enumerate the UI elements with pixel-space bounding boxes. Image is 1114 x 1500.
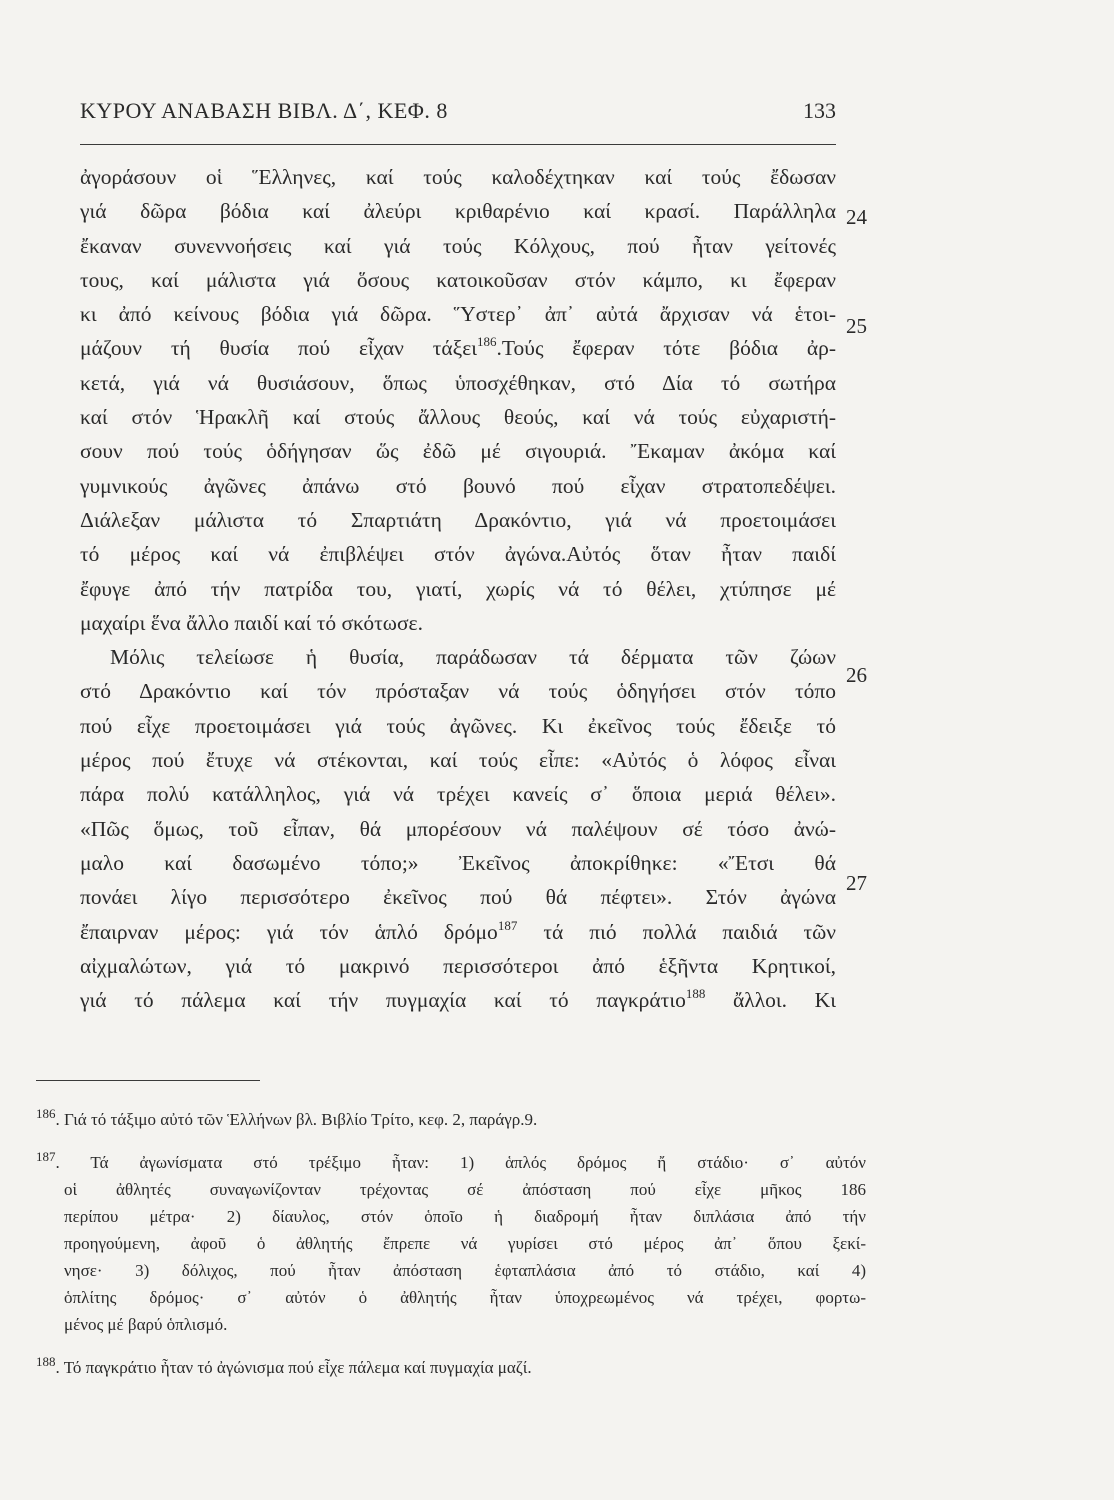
footnote-line: μένος μέ βαρύ ὁπλισμό. bbox=[64, 1315, 228, 1334]
footnote-line: προηγούμενη, ἀφοῦ ὁ ἀθλητής ἔπρεπε νά γυρίσει στό μέρος ἀπ᾿ ὅπου ξεκί- bbox=[64, 1234, 866, 1253]
footnote-line: $^{188}$. Τό παγκράτιο ἦταν τό ἀγώνισμα πού εἶχε πάλεμα καί πυγμαχία μαζί. bbox=[36, 1354, 532, 1377]
text-span: .Τούς ἔφεραν τότε βόδια ἀρ- bbox=[496, 336, 836, 361]
text-line: πού εἶχε προετοιμάσει γιά τούς ἀγῶνες. Κι ἐκεῖνος τούς ἔδειξε τό bbox=[80, 713, 836, 738]
text-line: μαχαίρι ἕνα ἄλλο παιδί καί τό σκότωσε. bbox=[80, 610, 423, 635]
text-line: μαλο καί δασωμένο τόπο;» Ἐκεῖνος ἀποκρίθηκε: «Ἔτσι θά bbox=[80, 850, 836, 875]
main-text bbox=[80, 160, 836, 1017]
text-line: σουν πού τούς ὁδήγησαν ὥς ἐδῶ μέ σιγουριά. Ἔκαμαν ἀκόμα καί bbox=[80, 439, 836, 464]
footnote-line: $^{186}$. Γιά τό τάξιμο αὐτό τῶν Ἑλλήνων βλ. Βιβλίο Τρίτο, κεφ. 2, παράγρ.9. bbox=[36, 1106, 538, 1129]
text-line: Μόλις τελείωσε ἡ θυσία, παράδωσαν τά δέρματα τῶν ζώων bbox=[110, 645, 836, 670]
running-header bbox=[80, 92, 836, 132]
text-line: τους, καί μάλιστα γιά ὅσους κατοικοῦσαν στόν κάμπο, κι ἔφεραν bbox=[80, 267, 836, 292]
footnote-text: Γιά τό τάξιμο αὐτό τῶν Ἑλλήνων βλ. Βιβλίο Τρίτο, κεφ. 2, παράγρ.9. bbox=[64, 1110, 538, 1129]
footnote-rule bbox=[36, 1080, 260, 1081]
text-line: ἔφυγε ἀπό τήν πατρίδα του, γιατί, χωρίς νά τό θέλει, χτύπησε μέ bbox=[80, 576, 836, 601]
text-line: μέρος πού ἔτυχε νά στέκονται, καί τούς εἶπε: «Αὐτός ὁ λόφος εἶναι bbox=[80, 748, 836, 773]
paragraph-number-24: 24 bbox=[846, 205, 867, 229]
text-span: ἄλλοι. Κι bbox=[705, 988, 836, 1013]
text-line: τό μέρος καί νά ἐπιβλέψει στόν ἀγώνα.Αὐτός ὅταν ἦταν παιδί bbox=[80, 542, 836, 567]
text-line: γυμνικούς ἀγῶνες ἀπάνω στό βουνό πού εἶχαν στρατοπεδέψει. bbox=[80, 473, 836, 498]
footnote-line: ὁπλίτης δρόμος· σ᾿ αὐτόν ὁ ἀθλητής ἦταν ὑποχρεωμένος νά τρέχει, φορτω- bbox=[64, 1288, 866, 1307]
footnote-line: νησε· 3) δόλιχος, πού ἦταν ἀπόσταση ἑφταπλάσια ἀπό τό στάδιο, καί 4) bbox=[64, 1261, 866, 1280]
footnote-ref-188: 188 bbox=[685, 986, 706, 1002]
footnote-186 bbox=[36, 1106, 866, 1133]
text-line bbox=[80, 915, 836, 949]
text-span: ἔπαιρναν μέρος: γιά τόν ἁπλό δρόμο bbox=[80, 919, 498, 944]
footnote-number: 187 bbox=[36, 1149, 56, 1164]
footnote-line: οἱ ἀθλητές συναγωνίζονταν τρέχοντας σέ ἀπόσταση πού εἶχε μῆκος 186 bbox=[64, 1180, 866, 1199]
footnote-text: Τό παγκράτιο ἦταν τό ἀγώνισμα πού εἶχε πάλεμα καί πυγμαχία μαζί. bbox=[63, 1358, 532, 1377]
text-line: κετά, γιά νά θυσιάσουν, ὅπως ὑποσχέθηκαν, στό Δία τό σωτήρα bbox=[80, 370, 836, 395]
text-line: αἰχμαλώτων, γιά τό μακρινό περισσότεροι ἀπό ἑξῆντα Κρητικοί, bbox=[80, 953, 836, 978]
page-number: 133 bbox=[803, 98, 836, 123]
footnote-ref-186: 186 bbox=[477, 334, 497, 350]
text-line: Διάλεξαν μάλιστα τό Σπαρτιάτη Δρακόντιο, γιά νά προετοιμάσει bbox=[80, 507, 836, 532]
running-title: ΚΥΡΟΥ ΑΝΑΒΑΣΗ ΒΙΒΛ. Δ΄, ΚΕΦ. 8 bbox=[80, 98, 448, 123]
paragraph-number-27: 27 bbox=[846, 871, 867, 895]
footnote-number: 186 bbox=[36, 1106, 56, 1121]
footnote-line: $^{187}$. Τά ἀγωνίσματα στό τρέξιμο ἦταν: 1) ἁπλός δρόμος ἤ στάδιο· σ᾿ αὐτόν bbox=[36, 1149, 866, 1172]
text-line bbox=[80, 983, 836, 1017]
footnote-ref-187: 187 bbox=[497, 917, 518, 933]
text-line: στό Δρακόντιο καί τόν πρόσταξαν νά τούς ὁδηγήσει στόν τόπο bbox=[80, 679, 836, 704]
text-span: τά πιό πολλά παιδιά τῶν bbox=[517, 919, 836, 944]
footnote-number: 188 bbox=[36, 1354, 56, 1369]
text-line: «Πῶς ὅμως, τοῦ εἶπαν, θά μπορέσουν νά παλέψουν σέ τόσο ἀνώ- bbox=[80, 816, 836, 841]
text-line: γιά δῶρα βόδια καί ἀλεύρι κριθαρένιο καί κρασί. Παράλληλα bbox=[80, 199, 836, 224]
footnote-text: Τά ἀγωνίσματα στό τρέξιμο ἦταν: 1) ἁπλός δρόμος ἤ στάδιο· σ᾿ αὐτόν bbox=[90, 1153, 866, 1172]
footnote-188 bbox=[36, 1354, 866, 1381]
text-line: πάρα πολύ κατάλληλος, γιά νά τρέχει κανείς σ᾿ ὅποια μεριά θέλει». bbox=[80, 782, 836, 807]
footnote-187 bbox=[36, 1149, 866, 1338]
text-span: γιά τό πάλεμα καί τήν πυγμαχία καί τό παγκράτιο bbox=[80, 988, 686, 1013]
paragraph-number-26: 26 bbox=[846, 663, 867, 687]
text-line: κι ἀπό κείνους βόδια γιά δῶρα. Ὕστερ᾿ ἀπ᾿ αὐτά ἄρχισαν νά ἑτοι- bbox=[80, 302, 836, 327]
header-rule bbox=[80, 144, 836, 145]
text-line: καί στόν Ἡρακλῆ καί στούς ἄλλους θεούς, καί νά τούς εὐχαριστή- bbox=[80, 405, 836, 430]
paragraph-number-25: 25 bbox=[846, 314, 867, 338]
text-line bbox=[80, 331, 836, 365]
text-span: μάζουν τή θυσία πού εἶχαν τάξει bbox=[80, 336, 478, 361]
footnotes bbox=[36, 1100, 866, 1381]
footnote-line: περίπου μέτρα· 2) δίαυλος, στόν ὁποῖο ἡ διαδρομή ἦταν διπλάσια ἀπό τήν bbox=[64, 1207, 866, 1226]
text-line: ἀγοράσουν οἱ Ἕλληνες, καί τούς καλοδέχτηκαν καί τούς ἔδωσαν bbox=[80, 165, 836, 189]
text-line: ἔκαναν συνεννοήσεις καί γιά τούς Κόλχους, πού ἦταν γείτονές bbox=[80, 233, 836, 258]
text-line: πονάει λίγο περισσότερο ἐκεῖνος πού θά πέφτει». Στόν ἀγώνα bbox=[80, 885, 836, 910]
